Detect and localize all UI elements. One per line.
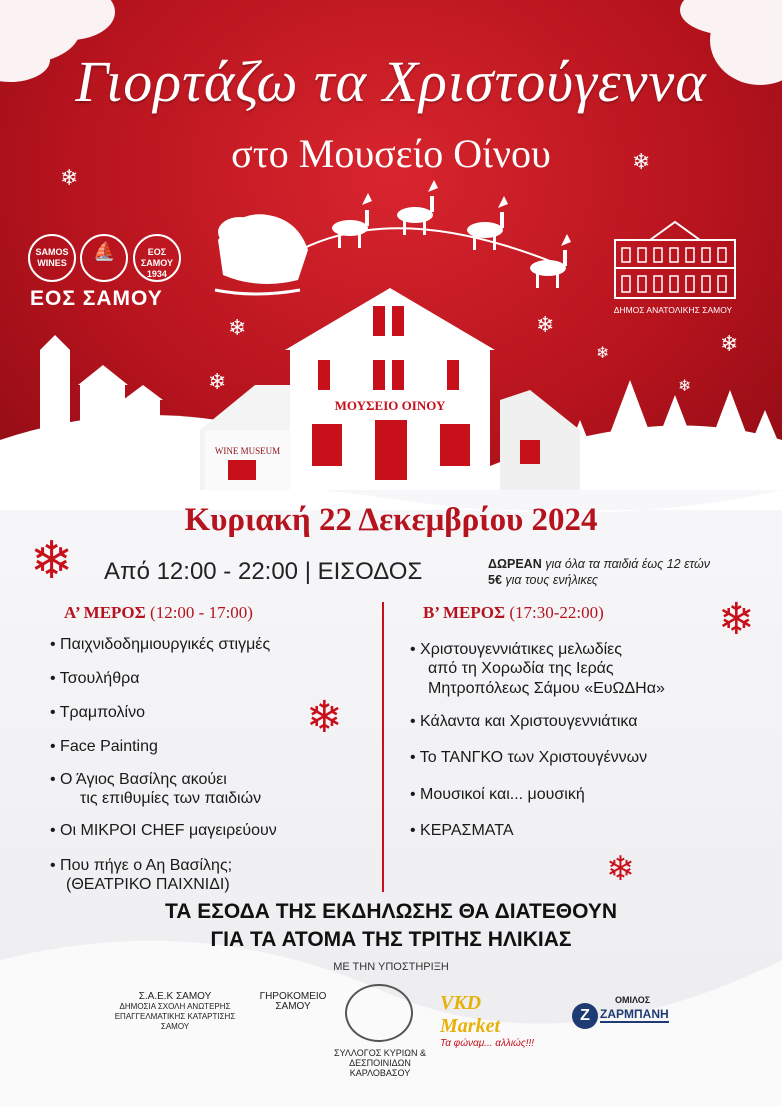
list-item: • Τσουλήθρα: [50, 669, 139, 689]
part-a-heading: [64, 603, 253, 623]
eos-samou-logo: [28, 234, 198, 282]
snowflake-icon: ❄: [678, 376, 692, 395]
snowflake-icon: ❄: [720, 332, 739, 357]
snowflake-icon: ❄: [208, 370, 227, 395]
snowflake-icon: ❄: [536, 313, 555, 338]
part-b-title: Β’ ΜΕΡΟΣ: [423, 603, 506, 622]
proceeds-line-2: ΓΙΑ ΤΑ ΑΤΟΜΑ ΤΗΣ ΤΡΙΤΗΣ ΗΛΙΚΙΑΣ: [210, 928, 572, 951]
entry-paid-label: 5€: [488, 573, 502, 587]
list-item-continuation: Μητροπόλεως Σάμου «ΕυΩΔΗα»: [428, 680, 665, 697]
zarmpani-group: ΟΜΙΛΟΣ: [615, 995, 651, 1005]
snowflake-icon: ❄: [606, 849, 635, 889]
part-b-time: (17:30-22:00): [509, 603, 604, 622]
sponsor-saek: [110, 992, 240, 1032]
column-divider: [382, 602, 384, 892]
eos-1934-badge: ΕΟΣ ΣΑΜΟΥ 1934: [133, 234, 181, 282]
list-item: • ΚΕΡΑΣΜΑΤΑ: [410, 821, 514, 841]
list-item: • Μουσικοί και... μουσική: [410, 785, 585, 805]
event-subtitle: στο Μουσείο Οίνου: [231, 131, 551, 176]
proceeds-line-1: ΤΑ ΕΣΟΔΑ ΤΗΣ ΕΚΔΗΛΩΣΗΣ ΘΑ ΔΙΑΤΕΘΟΥΝ: [164, 900, 618, 923]
snowflake-icon: ❄: [596, 343, 610, 362]
zarmpani-name: ΖΑΡΜΠΑΝΗ: [600, 1007, 669, 1021]
event-date: Κυριακή 22 Δεκεμβρίου 2024: [184, 502, 598, 538]
proceeds-message: [0, 898, 782, 954]
snowflake-icon: ❄: [632, 150, 651, 175]
snowflake-icon: ❄: [306, 692, 343, 743]
list-item: • Χριστουγεννιάτικες μελωδίες: [410, 640, 622, 660]
sponsor-association: ΣΥΛΛΟΓΟΣ ΚΥΡΙΩΝ & ΔΕΣΠΟΙΝΙΔΩΝ ΚΑΡΛΟΒΑΣΟΥ: [334, 1048, 426, 1078]
snowflake-icon: ❄: [30, 531, 74, 591]
vkd-brand: VKD Market: [440, 992, 500, 1037]
list-item: • Που πήγε ο Αη Βασίλης;: [50, 856, 232, 876]
museum-side-sign: WINE MUSEUM: [214, 446, 281, 456]
samos-wines-badge: SAMOS WINES: [28, 234, 76, 282]
snowflake-icon: ❄: [228, 316, 247, 341]
snowflake-icon: ❄: [60, 166, 79, 191]
entry-free-label: ΔΩΡΕΑΝ: [488, 557, 542, 571]
sponsor-nursing-home: ΓΗΡΟΚΟΜΕΙΟ ΣΑΜΟΥ: [259, 991, 327, 1012]
list-item: • Face Painting: [50, 737, 158, 757]
sponsor-saek-title: Σ.Α.Ε.Κ ΣΑΜΟΥ: [138, 991, 212, 1002]
list-item: • Παιχνιδοδημιουργικές στιγμές: [50, 635, 270, 655]
entry-free-text: για όλα τα παιδιά έως 12 ετών: [541, 557, 711, 571]
list-item: • Τραμπολίνο: [50, 703, 145, 723]
sponsor-saek-sub: ΔΗΜΟΣΙΑ ΣΧΟΛΗ ΑΝΩΤΕΡΗΣ ΕΠΑΓΓΕΛΜΑΤΙΚΗΣ ΚΑΤΑΡΤΙΣΗΣ ΣΑΜΟΥ: [114, 1002, 236, 1031]
list-item: • Το ΤΑΝΓΚΟ των Χριστουγέννων: [410, 748, 647, 768]
part-a-time: (12:00 - 17:00): [150, 603, 253, 622]
list-item-continuation: (ΘΕΑΤΡΙΚΟ ΠΑΙΧΝΙΔΙ): [66, 876, 230, 893]
support-label: ΜΕ ΤΗΝ ΥΠΟΣΤΗΡΙΞΗ: [333, 961, 449, 973]
list-item-continuation: τις επιθυμίες των παιδιών: [80, 790, 262, 807]
vkd-slogan: Τα φώναμ... αλλιώς!!!: [440, 1038, 535, 1049]
snowflake-icon: ❄: [718, 594, 755, 645]
part-b-heading: [423, 603, 604, 623]
event-hours: Από 12:00 - 22:00 | ΕΙΣΟΔΟΣ: [104, 558, 423, 585]
sponsor-vkd: [440, 992, 540, 1049]
part-a-title: Α’ ΜΕΡΟΣ: [64, 603, 146, 622]
ship-icon: ⛵: [80, 234, 128, 282]
museum-sign: ΜΟΥΣΕΙΟ ΟΙΝΟΥ: [334, 398, 446, 413]
header-banner: [0, 0, 782, 500]
list-item-continuation: από τη Χορωδία της Ιεράς: [428, 660, 614, 677]
list-item: • Κάλαντα και Χριστουγεννιάτικα: [410, 712, 637, 732]
list-item: • Ο Άγιος Βασίλης ακούει: [50, 770, 227, 790]
event-title: Γιορτάζω τα Χριστούγεννα: [75, 49, 707, 114]
eos-samou-name: ΕΟΣ ΣΑΜΟΥ: [30, 287, 163, 310]
zarmpani-logo-icon: Z: [572, 1003, 598, 1029]
list-item: • Οι ΜΙΚΡΟΙ CHEF μαγειρεύουν: [50, 821, 277, 841]
entry-paid-text: για τους ενήλικες: [501, 573, 598, 587]
entry-info: [488, 556, 710, 588]
association-seal-icon: [345, 984, 413, 1042]
municipality-name: ΔΗΜΟΣ ΑΝΑΤΟΛΙΚΗΣ ΣΑΜΟΥ: [613, 305, 733, 315]
